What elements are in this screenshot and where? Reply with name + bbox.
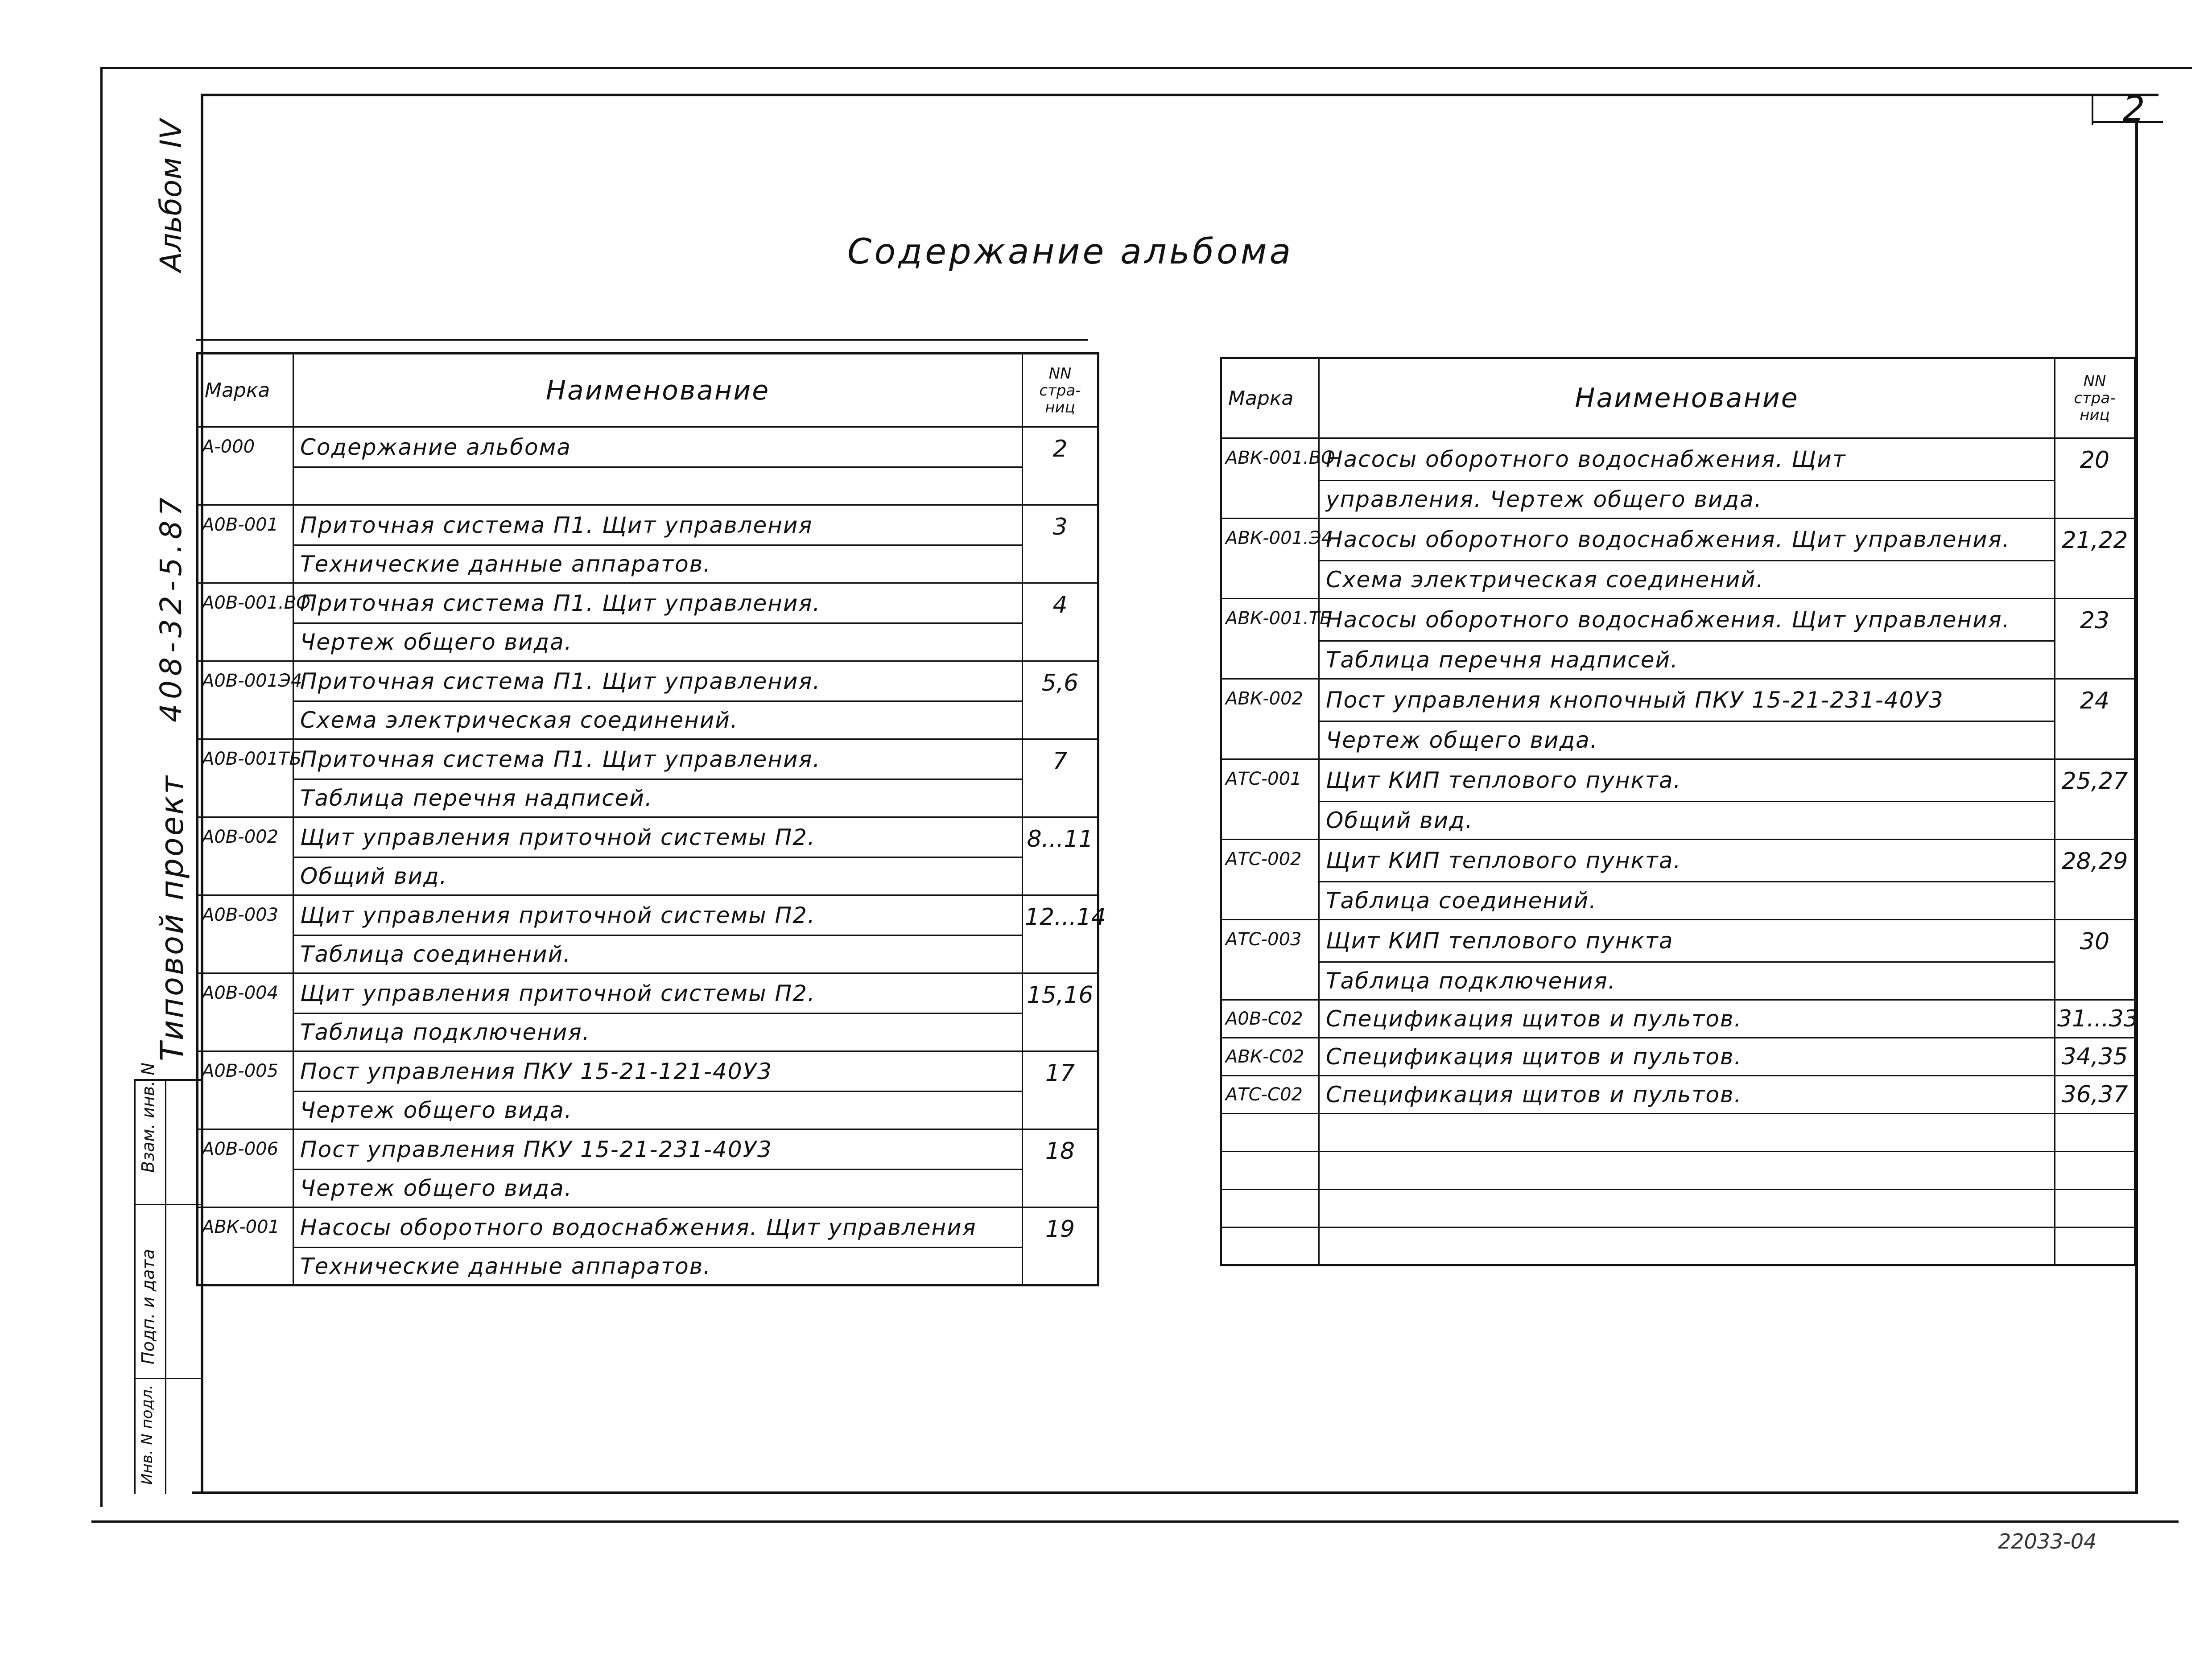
table-header-row (198, 354, 1098, 427)
empty-row (1221, 1190, 2135, 1228)
stamp-col-divider (165, 1079, 166, 1494)
row-pages: 31...33 (2055, 1000, 2135, 1038)
empty-cell (1319, 1228, 2055, 1265)
table-row-continuation (198, 935, 1098, 973)
row-name-continuation: Технические данные аппаратов. (293, 545, 1023, 583)
row-mark: АВК-002 (1221, 679, 1319, 759)
table-row (1221, 759, 2135, 802)
row-pages: 28,29 (2055, 840, 2135, 920)
sheet-number: 2 (2123, 89, 2145, 129)
table-row-continuation (198, 1170, 1098, 1207)
empty-cell (2055, 1228, 2135, 1265)
row-name: Приточная система П1. Щит управления (293, 505, 1023, 545)
row-mark: АВК-001 (198, 1207, 293, 1285)
row-mark: А-000 (198, 427, 293, 505)
empty-cell (1319, 1114, 2055, 1152)
empty-cell (1221, 1228, 1319, 1265)
table-row-continuation (198, 1013, 1098, 1051)
table-row (198, 1051, 1098, 1092)
table-row-continuation (1221, 641, 2135, 679)
row-name: Щит управления приточной системы П2. (293, 817, 1023, 857)
row-name: Пост управления ПКУ 15-21-231-40У3 (293, 1129, 1023, 1170)
row-name-continuation: Технические данные аппаратов. (293, 1248, 1023, 1285)
outer-frame-bottom (91, 1520, 2179, 1523)
empty-row (1221, 1228, 2135, 1265)
row-name: Содержание альбома (293, 427, 1023, 467)
album-label: Альбом IV (154, 119, 188, 272)
row-name-continuation: Общий вид. (1319, 802, 2055, 840)
table-row-continuation (1221, 721, 2135, 759)
row-mark: А0В-002 (198, 817, 293, 895)
table-row-continuation (198, 1092, 1098, 1129)
row-pages: 25,27 (2055, 759, 2135, 840)
row-pages: 15,16 (1023, 973, 1098, 1051)
table-row (1221, 679, 2135, 721)
contents-table-left (196, 352, 1106, 1286)
stamp-box-left (134, 1079, 136, 1494)
empty-cell (1319, 1152, 2055, 1190)
row-name-continuation: Таблица соединений. (293, 935, 1023, 973)
table-row-continuation (198, 701, 1098, 739)
table-row (198, 1207, 1098, 1248)
empty-row (1221, 1152, 2135, 1190)
document-code: 408-32-5.87 (154, 493, 188, 722)
row-name: Щит управления приточной системы П2. (293, 895, 1023, 935)
row-name: Спецификация щитов и пультов. (1319, 1038, 2055, 1076)
row-mark: АТС-С02 (1221, 1076, 1319, 1114)
table-row-continuation (1221, 962, 2135, 1000)
row-name: Насосы оборотного водоснабжения. Щит управления. (1319, 599, 2055, 641)
row-name: Щит КИП теплового пункта. (1319, 840, 2055, 882)
row-name-continuation: Схема электрическая соединений. (293, 701, 1023, 739)
row-pages: 4 (1023, 583, 1098, 661)
row-pages: 36,37 (2055, 1076, 2135, 1114)
empty-cell (2055, 1190, 2135, 1228)
outer-frame-top (100, 67, 2192, 69)
table-body (1221, 438, 2138, 1265)
row-mark: АТС-001 (1221, 759, 1319, 840)
row-pages: 18 (1023, 1129, 1098, 1207)
table-row (1221, 519, 2135, 561)
column-header-pages: NN стра- ниц (1023, 354, 1098, 427)
row-name-continuation: управления. Чертеж общего вида. (1319, 481, 2055, 519)
table-row (1221, 1038, 2135, 1076)
table-row (1221, 1000, 2135, 1038)
stamp-replacement-inventory: Взам. инв. N (138, 1063, 158, 1173)
row-mark: А0В-003 (198, 895, 293, 973)
row-mark: А0В-001Э4 (198, 661, 293, 739)
row-name: Щит управления приточной системы П2. (293, 973, 1023, 1013)
row-name: Спецификация щитов и пультов. (1319, 1076, 2055, 1114)
row-pages: 34,35 (2055, 1038, 2135, 1076)
table-row (198, 895, 1098, 935)
row-mark: А0В-001 (198, 505, 293, 583)
row-name-continuation: Чертеж общего вида. (293, 1092, 1023, 1129)
table-row (1221, 438, 2135, 481)
empty-cell (2055, 1152, 2135, 1190)
row-name-continuation: Таблица подключения. (293, 1013, 1023, 1051)
stamp-row-divider-2 (134, 1378, 201, 1379)
row-pages: 30 (2055, 920, 2135, 1000)
row-name-continuation: Таблица соединений. (1319, 882, 2055, 920)
table-row-continuation (198, 857, 1098, 895)
table-row (1221, 840, 2135, 882)
inner-frame-bottom (192, 1491, 2138, 1494)
empty-cell (1221, 1152, 1319, 1190)
row-mark: А0В-001ТБ (198, 739, 293, 817)
column-header-mark: Марка (1221, 358, 1319, 438)
table-row (1221, 920, 2135, 962)
column-header-pages: NN стра- ниц (2055, 358, 2135, 438)
row-name-continuation: Общий вид. (293, 857, 1023, 895)
table-row (198, 817, 1098, 857)
table-row (198, 739, 1098, 779)
table-row (198, 661, 1098, 701)
outer-frame-left (100, 67, 103, 1507)
table-row-continuation (1221, 481, 2135, 519)
stamp-original-inventory: Инв. N подл. (138, 1384, 156, 1485)
inner-frame-top (201, 94, 2158, 96)
row-pages: 12...14 (1023, 895, 1098, 973)
column-header-mark: Марка (198, 354, 293, 427)
row-mark: АТС-002 (1221, 840, 1319, 920)
row-name: Пост управления ПКУ 15-21-121-40У3 (293, 1051, 1023, 1092)
table-row-continuation (1221, 561, 2135, 599)
table-header-row (1221, 358, 2135, 438)
table-row (1221, 599, 2135, 641)
column-header-name: Наименование (293, 354, 1023, 427)
stamp-row-divider-1 (134, 1204, 201, 1205)
row-mark: А0В-001.ВО (198, 583, 293, 661)
row-name: Пост управления кнопочный ПКУ 15-21-231-40У3 (1319, 679, 2055, 721)
row-name: Приточная система П1. Щит управления. (293, 583, 1023, 623)
contents-table-right (1220, 357, 2136, 1266)
row-name: Насосы оборотного водоснабжения. Щит управления (293, 1207, 1023, 1248)
empty-cell (2055, 1114, 2135, 1152)
empty-cell (1221, 1190, 1319, 1228)
row-pages: 5,6 (1023, 661, 1098, 739)
row-name: Щит КИП теплового пункта (1319, 920, 2055, 962)
table-row-continuation (198, 1248, 1098, 1285)
row-pages: 24 (2055, 679, 2135, 759)
column-header-name: Наименование (1319, 358, 2055, 438)
row-name-continuation (293, 467, 1023, 505)
table-row (198, 427, 1098, 467)
row-pages: 3 (1023, 505, 1098, 583)
row-name-continuation: Таблица перечня надписей. (293, 779, 1023, 817)
row-mark: А0В-006 (198, 1129, 293, 1207)
row-pages: 19 (1023, 1207, 1098, 1285)
row-name: Насосы оборотного водоснабжения. Щит (1319, 438, 2055, 481)
table-row-continuation (198, 467, 1098, 505)
row-mark: АВК-С02 (1221, 1038, 1319, 1076)
row-name-continuation: Таблица подключения. (1319, 962, 2055, 1000)
row-name-continuation: Чертеж общего вида. (293, 1170, 1023, 1207)
row-mark: АВК-001.ТБ (1221, 599, 1319, 679)
empty-cell (1319, 1190, 2055, 1228)
row-mark: АВК-001.Э4 (1221, 519, 1319, 599)
empty-row (1221, 1114, 2135, 1152)
row-name: Спецификация щитов и пультов. (1319, 1000, 2055, 1038)
empty-cell (1221, 1114, 1319, 1152)
sheet-number-box-left (2092, 96, 2093, 125)
table-row (198, 583, 1098, 623)
row-pages: 8...11 (1023, 817, 1098, 895)
stamp-signature-date: Подп. и дата (138, 1249, 158, 1364)
table-row (1221, 1076, 2135, 1114)
table-row (198, 973, 1098, 1013)
table-row (198, 505, 1098, 545)
title-block-separator (196, 339, 1088, 341)
row-pages: 21,22 (2055, 519, 2135, 599)
row-name-continuation: Чертеж общего вида. (293, 623, 1023, 661)
row-pages: 2 (1023, 427, 1098, 505)
row-name: Приточная система П1. Щит управления. (293, 661, 1023, 701)
table-row-continuation (198, 623, 1098, 661)
row-name-continuation: Таблица перечня надписей. (1319, 641, 2055, 679)
row-name-continuation: Чертеж общего вида. (1319, 721, 2055, 759)
row-name-continuation: Схема электрическая соединений. (1319, 561, 2055, 599)
row-mark: А0В-С02 (1221, 1000, 1319, 1038)
row-mark: А0В-004 (198, 973, 293, 1051)
project-type-label: Типовой проект (154, 774, 190, 1061)
table-body (198, 427, 1106, 1285)
table-row-continuation (198, 779, 1098, 817)
table-row-continuation (198, 545, 1098, 583)
table-row (198, 1129, 1098, 1170)
row-pages: 20 (2055, 438, 2135, 519)
row-mark: АВК-001.ВО (1221, 438, 1319, 519)
row-mark: АТС-003 (1221, 920, 1319, 1000)
row-name: Приточная система П1. Щит управления. (293, 739, 1023, 779)
row-mark: А0В-005 (198, 1051, 293, 1129)
bottom-code: 22033-04 (1998, 1529, 2097, 1553)
row-name: Щит КИП теплового пункта. (1319, 759, 2055, 802)
table-row-continuation (1221, 802, 2135, 840)
row-pages: 17 (1023, 1051, 1098, 1129)
page-title: Содержание альбома (847, 232, 1294, 272)
row-name: Насосы оборотного водоснабжения. Щит управления. (1319, 519, 2055, 561)
row-pages: 23 (2055, 599, 2135, 679)
row-pages: 7 (1023, 739, 1098, 817)
table-row-continuation (1221, 882, 2135, 920)
